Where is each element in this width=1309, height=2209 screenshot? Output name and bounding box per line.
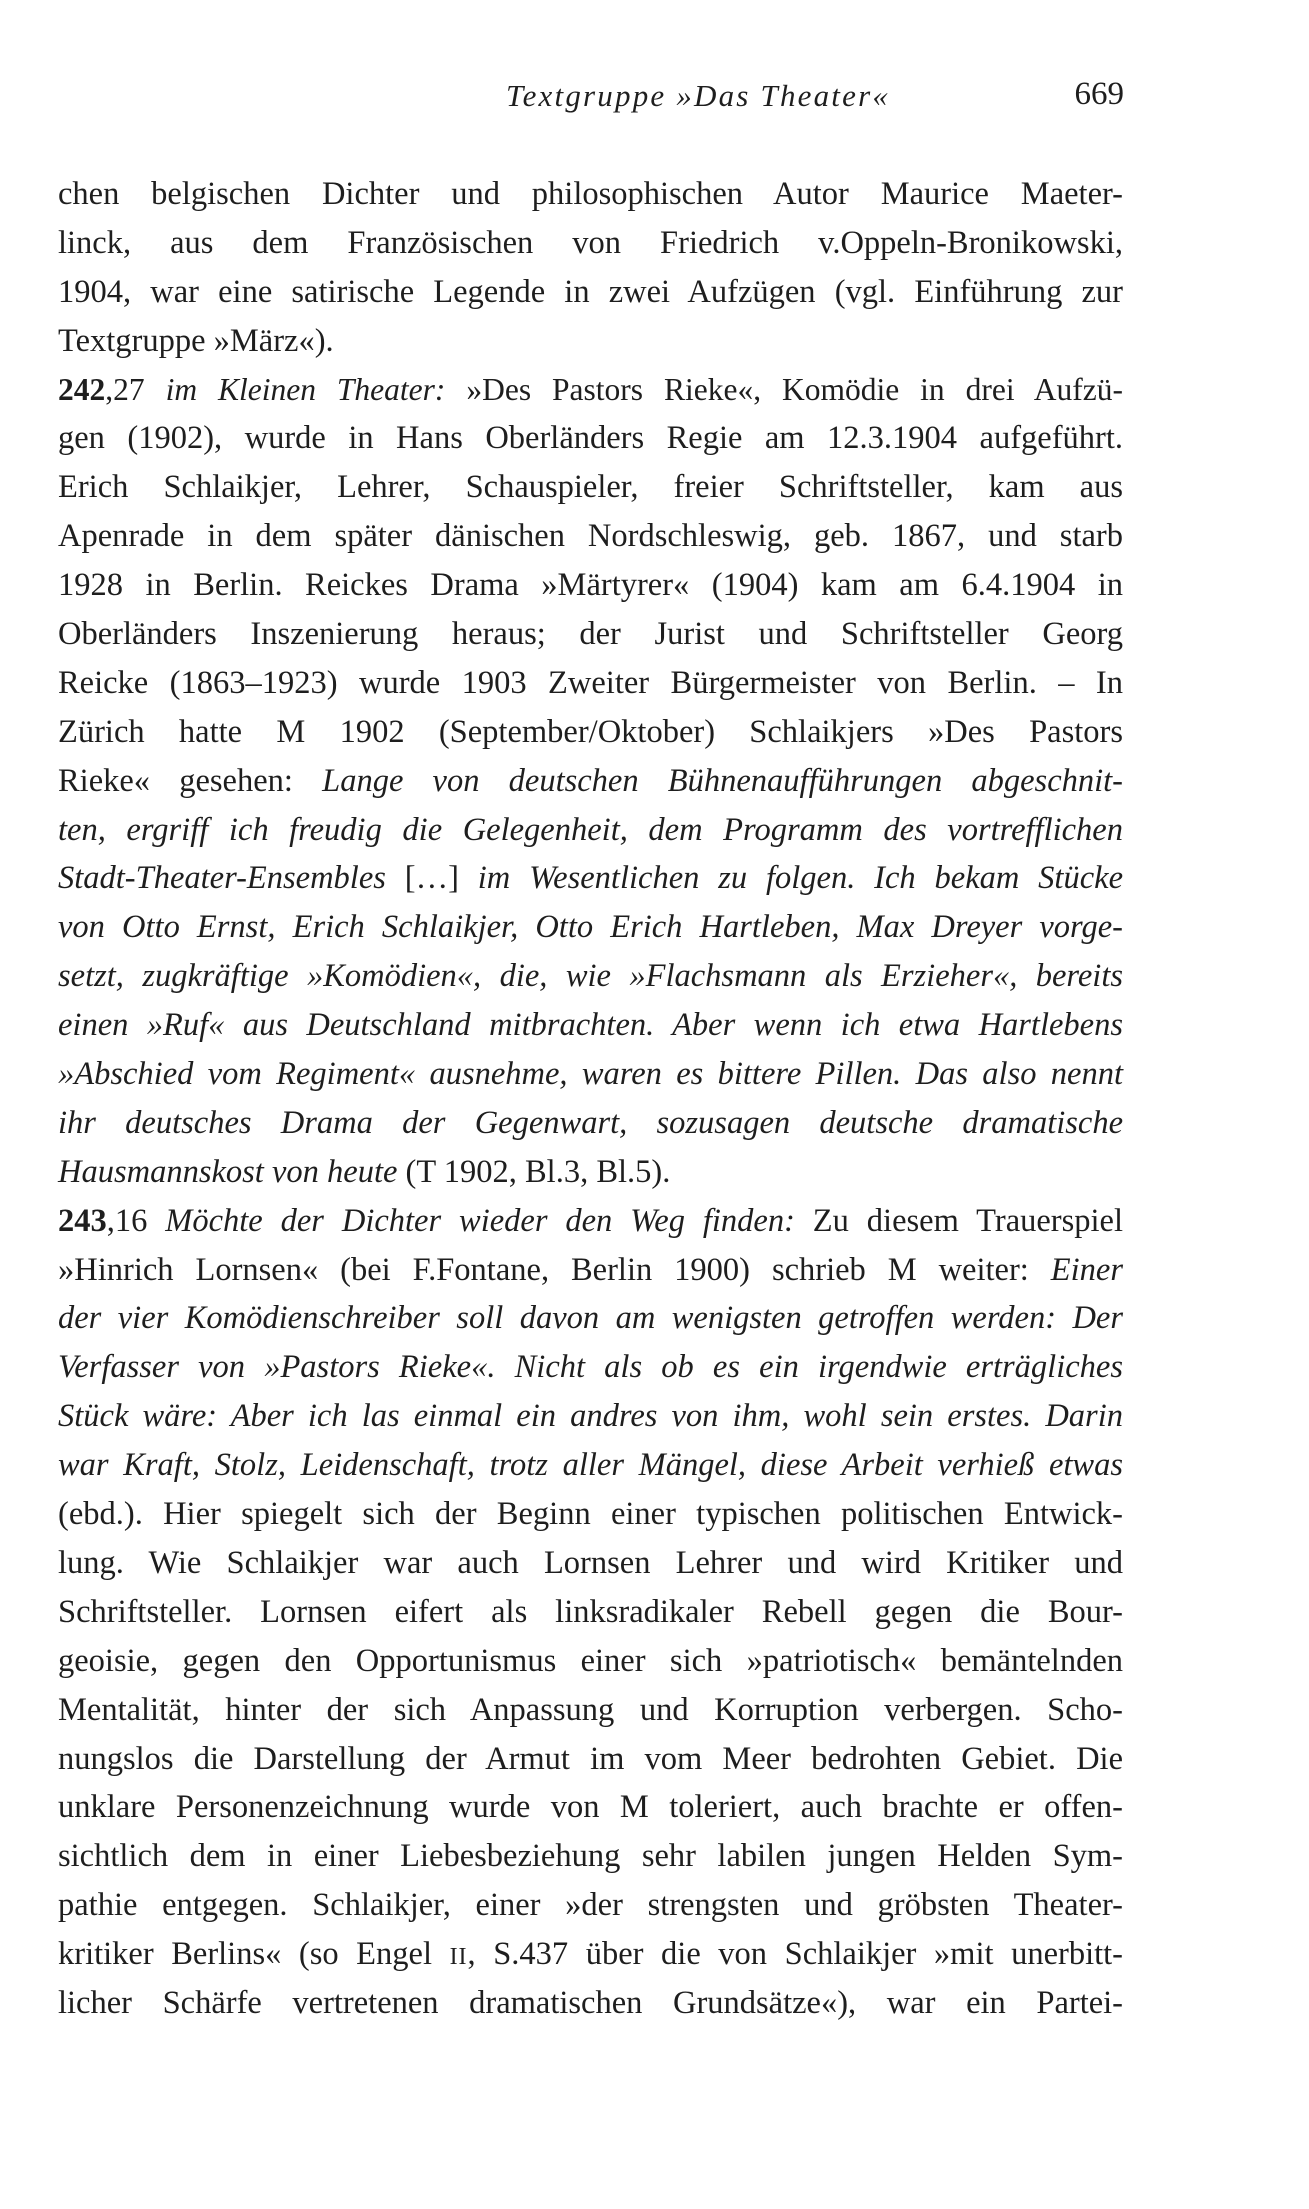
text-line xyxy=(58,1735,1123,1784)
text-run: Mentalität, hinter der sich Anpassung und Korruption verbergen. Scho- xyxy=(58,1691,1123,1728)
text-line xyxy=(58,1392,1123,1441)
text-run: Textgruppe »März«). xyxy=(58,322,334,359)
italic-quote-run: im Wesentlichen zu folgen. Ich bekam Stücke xyxy=(477,860,1123,897)
page-number: 669 xyxy=(1074,76,1124,112)
italic-quote-run: Stadt-Theater-Ensembles xyxy=(58,860,386,897)
italic-quote-run: Verfasser von »Pastors Rieke«. Nicht als ob es ein irgendwie erträgliches xyxy=(58,1349,1123,1386)
text-run: sichtlich dem in einer Liebesbeziehung sehr labilen jungen Helden Sym- xyxy=(58,1838,1123,1875)
italic-quote-run: »Abschied vom Regiment« ausnehme, waren es bittere Pillen. Das also nennt xyxy=(58,1056,1123,1093)
text-run: kritiker Berlins« (so Engel xyxy=(58,1936,450,1973)
italic-quote-run: setzt, zugkräftige »Komödien«, die, wie »Flachsmann als Erzieher«, bereits xyxy=(58,958,1123,995)
text-run: chen belgischen Dichter und philosophischen Autor Maurice Maeter- xyxy=(58,176,1123,212)
text-run: »Des Pastors Rieke«, Komödie in drei Aufzü- xyxy=(445,371,1123,407)
text-line xyxy=(58,1686,1123,1735)
text-line xyxy=(58,1099,1123,1148)
text-line xyxy=(58,610,1123,659)
text-line xyxy=(58,1490,1123,1539)
text-line xyxy=(58,1294,1123,1343)
text-run: unklare Personenzeichnung wurde von M toleriert, auch brachte er offen- xyxy=(58,1789,1123,1826)
text-run: Schriftsteller. Lornsen eifert als linksradikaler Rebell gegen die Bour- xyxy=(58,1593,1123,1630)
text-line xyxy=(58,1343,1123,1392)
italic-quote-run: ihr deutsches Drama der Gegenwart, sozusagen deutsche dramatische xyxy=(58,1104,1123,1141)
lemma-page-number: 243 xyxy=(58,1202,107,1239)
text-line xyxy=(58,1197,1123,1246)
italic-quote-run: ten, ergriff ich freudig die Gelegenheit, dem Programm des vortrefflichen xyxy=(58,811,1123,848)
running-head-title: Textgruppe »Das Theater« xyxy=(506,78,891,113)
text-line xyxy=(58,1050,1123,1099)
text-run: lung. Wie Schlaikjer war auch Lornsen Lehrer und wird Kritiker und xyxy=(58,1544,1123,1581)
italic-quote-run: von Otto Ernst, Erich Schlaikjer, Otto Erich Hartleben, Max Dreyer vorge- xyxy=(58,909,1123,946)
text-line xyxy=(58,561,1123,610)
volume-numeral: II xyxy=(449,1944,468,1971)
text-run: Erich Schlaikjer, Lehrer, Schauspieler, freier Schriftsteller, kam aus xyxy=(58,469,1123,506)
text-run: Oberländers Inszenierung heraus; der Jurist und Schriftsteller Georg xyxy=(58,616,1123,653)
text-line xyxy=(58,1637,1123,1686)
text-line xyxy=(58,219,1123,268)
italic-quote-run: Lange von deutschen Bühnenaufführungen abgeschnit- xyxy=(322,762,1123,799)
text-line xyxy=(58,757,1123,806)
text-line xyxy=(58,659,1123,708)
text-run: , S.437 über die von Schlaikjer »mit unerbitt- xyxy=(467,1936,1123,1973)
text-run: Zu diesem Trauerspiel xyxy=(794,1202,1123,1239)
text-line xyxy=(58,1001,1123,1050)
italic-quote-run: war Kraft, Stolz, Leidenschaft, trotz aller Mängel, diese Arbeit verhieß etwas xyxy=(58,1447,1123,1484)
text-run: gen (1902), wurde in Hans Oberländers Regie am 12.3.1904 aufgeführt. xyxy=(58,420,1123,457)
italic-quote-run: Stück wäre: Aber ich las einmal ein andres von ihm, wohl sein erstes. Darin xyxy=(58,1398,1123,1435)
text-line xyxy=(58,952,1123,1001)
italic-quote-run: im Kleinen Theater: xyxy=(165,371,446,407)
text-run: Zürich hatte M 1902 (September/Oktober) Schlaikjers »Des Pastors xyxy=(58,713,1123,750)
text-run: 1904, war eine satirische Legende in zwei Aufzügen (vgl. Einführung zur xyxy=(58,273,1123,310)
italic-quote-run: einen »Ruf« aus Deutschland mitbrachten. Aber wenn ich etwa Hartlebens xyxy=(58,1007,1123,1044)
text-run: »Hinrich Lornsen« (bei F.Fontane, Berlin 1900) schrieb M weiter: xyxy=(58,1251,1051,1288)
text-run: ,16 xyxy=(106,1202,166,1239)
text-run: (T 1902, Bl.3, Bl.5). xyxy=(397,1153,671,1190)
text-line xyxy=(58,1881,1123,1930)
italic-quote-run: Einer xyxy=(1050,1251,1123,1288)
text-line xyxy=(58,366,1123,415)
text-run: (ebd.). Hier spiegelt sich der Beginn einer typischen politischen Entwick- xyxy=(58,1496,1123,1533)
italic-quote-run: Möchte der Dichter wieder den Weg finden: xyxy=(165,1202,795,1239)
text-run: nungslos die Darstellung der Armut im vom Meer bedrohten Gebiet. Die xyxy=(58,1740,1123,1777)
text-line xyxy=(58,268,1123,317)
text-line xyxy=(58,414,1123,463)
text-line xyxy=(58,317,1123,366)
text-run: 1928 in Berlin. Reickes Drama »Märtyrer« (1904) kam am 6.4.1904 in xyxy=(58,567,1123,604)
text-run: linck, aus dem Französischen von Friedrich v.Oppeln-Bronikowski, xyxy=(58,224,1123,261)
text-line xyxy=(58,1246,1123,1295)
text-run: […] xyxy=(385,860,478,897)
text-run: Reicke (1863–1923) wurde 1903 Zweiter Bürgermeister von Berlin. – In xyxy=(58,664,1123,701)
text-line xyxy=(58,1588,1123,1637)
text-line xyxy=(58,170,1123,219)
italic-quote-run: Hausmannskost von heute xyxy=(58,1153,398,1190)
text-run: licher Schärfe vertretenen dramatischen Grundsätze«), war ein Partei- xyxy=(58,1984,1123,2021)
text-run: ,27 xyxy=(105,371,166,407)
italic-quote-run: der vier Komödienschreiber soll davon am wenigsten getroffen werden: Der xyxy=(58,1300,1123,1337)
text-line xyxy=(58,1783,1123,1832)
text-run: Rieke« gesehen: xyxy=(58,762,323,799)
text-line xyxy=(58,1930,1123,1979)
commentary-body-text xyxy=(58,170,1123,2028)
text-line xyxy=(58,1148,1123,1197)
text-run: Apenrade in dem später dänischen Nordschleswig, geb. 1867, und starb xyxy=(58,518,1123,555)
text-line xyxy=(58,854,1123,903)
lemma-page-number: 242 xyxy=(58,371,106,407)
text-line xyxy=(58,463,1123,512)
text-line xyxy=(58,512,1123,561)
text-run: geoisie, gegen den Opportunismus einer sich »patriotisch« bemäntelnden xyxy=(58,1642,1123,1679)
text-line xyxy=(58,708,1123,757)
text-line xyxy=(58,1441,1123,1490)
text-line xyxy=(58,806,1123,855)
text-line xyxy=(58,903,1123,952)
text-line xyxy=(58,1539,1123,1588)
text-line xyxy=(58,1979,1123,2028)
text-line xyxy=(58,1832,1123,1881)
text-run: pathie entgegen. Schlaikjer, einer »der strengsten und gröbsten Theater- xyxy=(58,1887,1123,1924)
